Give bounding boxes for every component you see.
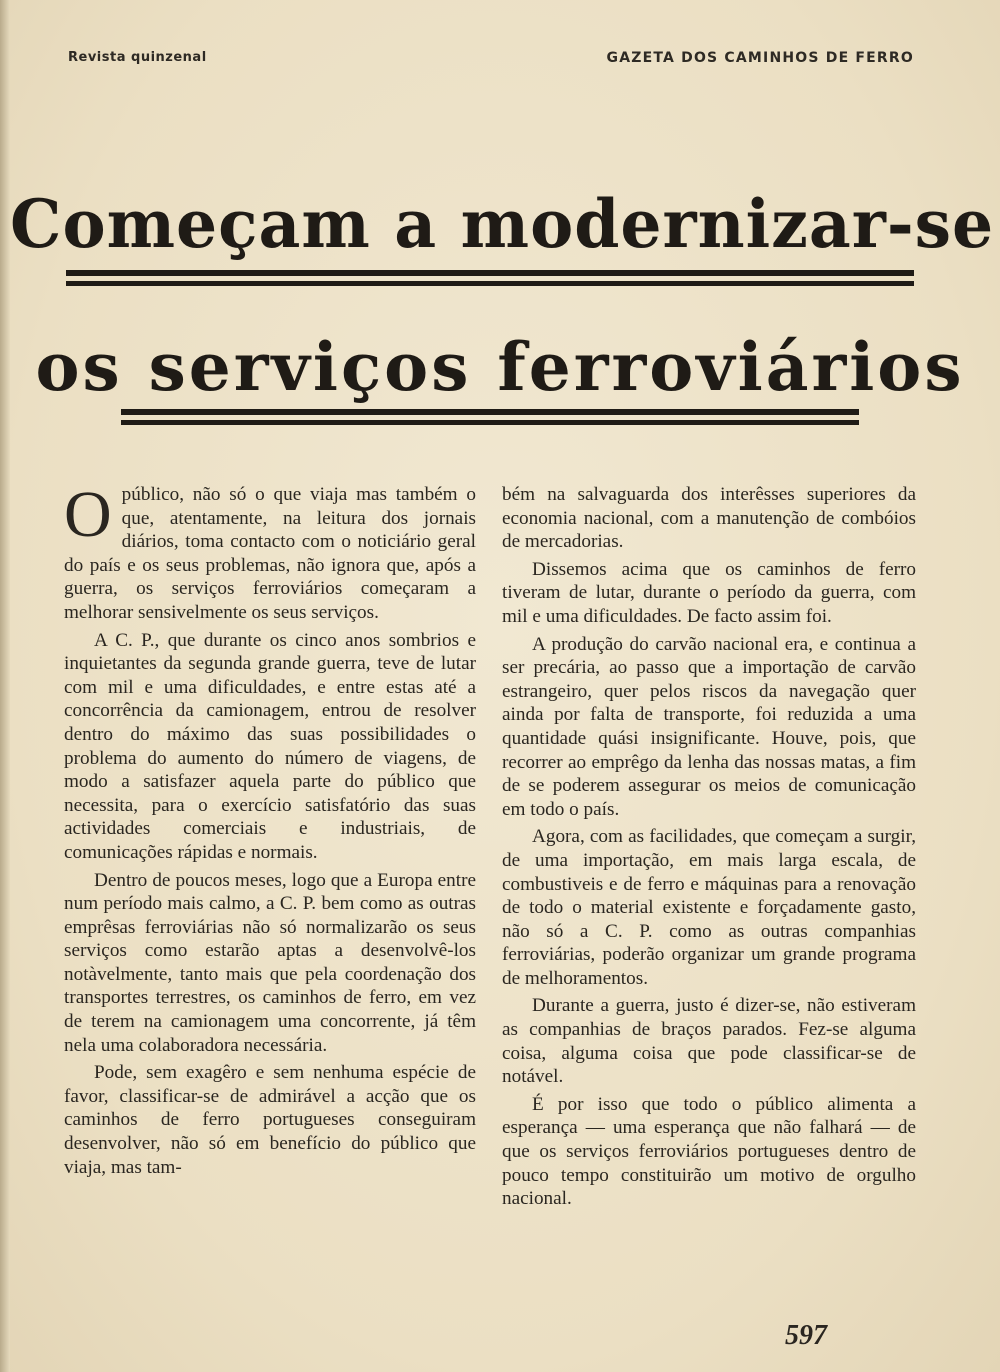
headline-rule-2-thick — [121, 409, 859, 415]
article-column-left — [64, 478, 476, 1183]
header-periodicity: Revista quinzenal — [68, 50, 207, 65]
article-column-right — [502, 483, 916, 1215]
headline-line-2: os serviços ferroviários — [35, 328, 965, 406]
article-paragraph — [64, 478, 476, 625]
headline-rule-1-thick — [66, 270, 914, 276]
headline-rule-1-thin — [66, 281, 914, 286]
article-paragraph: Pode, sem exagêro e sem nenhuma espécie de favor, classificar-se de admirável a acção que os caminhos de ferro portugueses conseguiram desenvolver, não só em benefício do público que viaja, mas tam- — [64, 1062, 476, 1178]
paragraph-text: público, não só o que viaja mas também o que, atentamente, na leitura dos jornais diários, toma contacto com o noticiário geral do país e os seus problemas, não ignora que, após a guerra, os serviços ferroviários começaram a melhorar sensivelmente os seus serviços. — [64, 484, 476, 623]
page-number: 597 — [785, 1320, 827, 1351]
headline-rule-2-thin — [121, 420, 859, 425]
article-paragraph: A C. P., que durante os cinco anos sombrios e inquietantes da segunda grande guerra, teve de lutar com mil e uma dificuldades, e entre estas até a concorrência da camionagem, entrou de resolver dentro do máximo das suas possibilidades o problema do aumento do número de viagens, de modo a satisfazer aquela parte do público que necessita, para o exercício satisfatório das suas actividades comerciais e industriais, de comunicações rápidas e normais. — [64, 629, 476, 863]
headline-line-1: Começam a modernizar-se — [10, 185, 995, 263]
article-paragraph: Durante a guerra, justo é dizer-se, não estiveram as companhias de braços parados. Fez-se alguma coisa, alguma coisa que pode classificar-se de notável. — [502, 995, 916, 1088]
article-paragraph: A produção do carvão nacional era, e continua a ser precária, ao passo que a importação de carvão estrangeiro, quer pelos riscos da navegação quer ainda por falta de transporte, foi reduzida a uma quantidade quási insignificante. Houve, pois, que recorrer ao emprêgo da lenha das nossas matas, a fim de se poderem assegurar os meios de comunicação em todo o país. — [502, 633, 916, 820]
header-publication-title: GAZETA DOS CAMINHOS DE FERRO — [606, 50, 914, 66]
article-paragraph: Agora, com as facilidades, que começam a surgir, de uma importação, em mais larga escala, de combustiveis e de ferro e máquinas para a renovação de todo o material existente e forçadamente gasto, não só a C. P. como as outras companhias ferroviárias, poderão organizar um grande programa de melhoramentos. — [502, 826, 916, 989]
article-paragraph: Dentro de poucos meses, logo que a Europa entre num período mais calmo, a C. P. bem como as outras emprêsas ferroviárias não só normalizarão os seus serviços como estarão aptas a desenvolvê-los notàvelmente, tanto mais que pela coordenação dos transportes terrestres, os caminhos de ferro, em vez de terem na camionagem uma concorrente, já têm nela uma colaboradora necessária. — [64, 869, 476, 1056]
drop-cap: O — [64, 478, 112, 551]
article-paragraph: É por isso que todo o público alimenta a esperança — uma esperança que não falhará — de que os serviços ferroviários portugueses dentro de pouco tempo constituirão um motivo de orgulho nacional. — [502, 1093, 916, 1210]
article-paragraph: bém na salvaguarda dos interêsses superiores da economia nacional, com a manutenção de combóios de mercadorias. — [502, 484, 916, 553]
article-paragraph: Dissemos acima que os caminhos de ferro tiveram de lutar, durante o período da guerra, com mil e uma dificuldades. De facto assim foi. — [502, 558, 916, 627]
page-spine-shadow — [0, 0, 10, 1372]
